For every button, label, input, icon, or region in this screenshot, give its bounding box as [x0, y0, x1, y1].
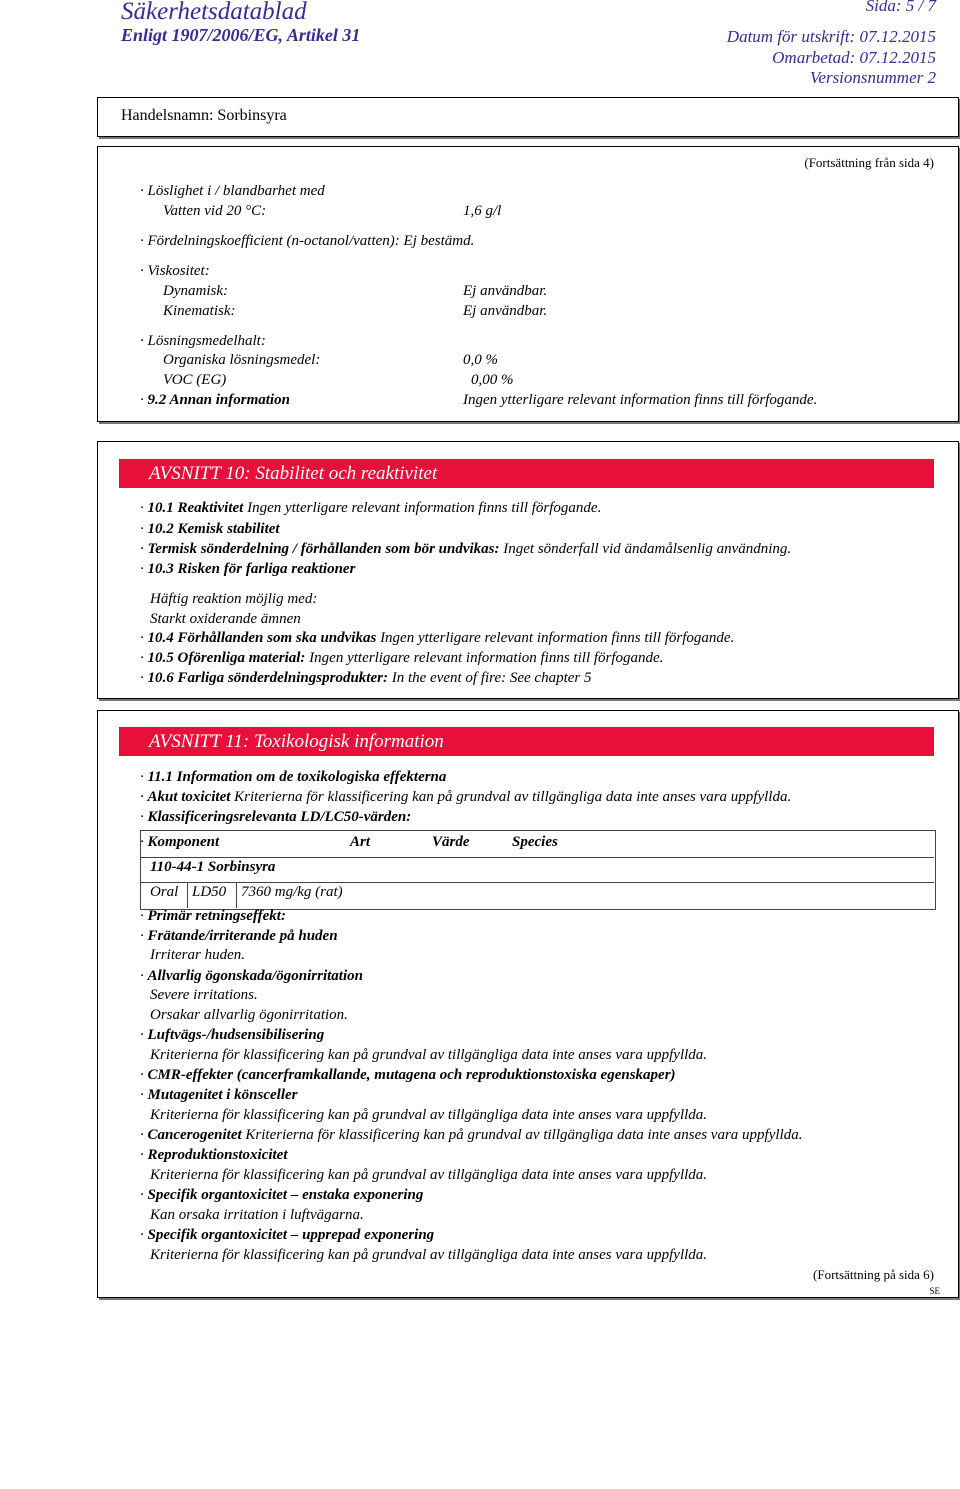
partition-value: Ej bestämd. — [403, 233, 475, 249]
sensitisation-value: Kriterierna för klassificering kan på grundval av tillgängliga data inte anses vara uppfyllda. — [150, 1047, 708, 1063]
cell-divider-2 — [236, 882, 237, 908]
incompatible-row: · 10.5 Oförenliga material: Ingen ytterligare relevant information finns till förfogande. — [140, 650, 664, 666]
decomposition-label: 10.6 Farliga sönderdelningsprodukter: — [147, 670, 388, 686]
sensitisation-row: · Luftvägs-/hudsensibilisering — [140, 1027, 325, 1043]
decomposition-value: In the event of fire: See chapter 5 — [391, 670, 592, 686]
continued-to: (Fortsättning på sida 6) — [813, 1267, 934, 1282]
cell-divider-1 — [187, 882, 188, 908]
conditions-avoid-row: · 10.4 Förhållanden som ska undvikas Ingen ytterligare relevant information finns till förfogande. — [140, 630, 735, 646]
col-component: Komponent — [147, 834, 220, 850]
stot-se-value: Kan orsaka irritation i luftvägarna. — [150, 1207, 364, 1223]
incompatible-value: Ingen ytterligare relevant information finns till förfogande. — [309, 650, 664, 666]
continued-from: (Fortsättning från sida 4) — [804, 155, 934, 170]
solvent-label: Lösningsmedelhalt: — [147, 333, 266, 349]
table-header-row: · Komponent — [140, 834, 220, 850]
stot-se-label: Specifik organtoxicitet – enstaka exponering — [147, 1187, 424, 1203]
mutagenicity-row: · Mutagenitet i könsceller — [140, 1087, 298, 1103]
eye-damage-value-2: Orsakar allvarlig ögonirritation. — [150, 1007, 348, 1023]
carcinogenicity-row: · Cancerogenitet Kriterierna för klassificering kan på grundval av tillgängliga data inte anses vara uppfyllda. — [140, 1127, 803, 1143]
tox-info-label: 11.1 Information om de toxikologiska effekterna — [147, 769, 447, 785]
ld-values-row: · Klassificeringsrelevanta LD/LC50-värden: — [140, 809, 412, 825]
version-number: Versionsnummer 2 — [809, 68, 936, 87]
eye-damage-value-1: Severe irritations. — [150, 987, 258, 1003]
acute-toxicity-row: · Akut toxicitet Kriterierna för klassificering kan på grundval av tillgängliga data inte anses vara uppfyllda. — [140, 789, 792, 805]
incompatible-label: 10.5 Oförenliga material: — [147, 650, 306, 666]
organic-label: Organiska lösningsmedel: — [163, 352, 321, 368]
solubility-row: · Löslighet i / blandbarhet med — [140, 183, 325, 199]
tox-info-row: · 11.1 Information om de toxikologiska effekterna — [140, 769, 447, 785]
voc-label: VOC (EG) — [163, 372, 227, 388]
revision-date: Omarbetad: 07.12.2015 — [772, 48, 936, 67]
stot-re-label: Specifik organtoxicitet – upprepad exponering — [147, 1227, 435, 1243]
skin-corrosion-value: Irriterar huden. — [150, 947, 245, 963]
primary-effect-row: · Primär retningseffekt: — [140, 908, 286, 924]
reactivity-value: Ingen ytterligare relevant information finns till förfogande. — [247, 500, 602, 516]
cell-route: Oral — [150, 884, 179, 900]
hazardous-reactions-label: 10.3 Risken för farliga reaktioner — [147, 561, 356, 577]
carcinogenicity-label: Cancerogenitet — [147, 1127, 242, 1143]
primary-effect-label: Primär retningseffekt: — [147, 908, 286, 924]
partition-label: Fördelningskoefficient (n-octanol/vatten): — [147, 233, 400, 249]
ld-values-label: Klassificeringsrelevanta LD/LC50-värden: — [147, 809, 412, 825]
dynamic-value: Ej användbar. — [463, 283, 548, 299]
skin-corrosion-label: Frätande/irriterande på huden — [147, 928, 338, 944]
stability-label: 10.2 Kemisk stabilitet — [147, 521, 280, 537]
mutagenicity-value: Kriterierna för klassificering kan på grundval av tillgängliga data inte anses vara uppfyllda. — [150, 1107, 708, 1123]
partition-row: · Fördelningskoefficient (n-octanol/vatten): Ej bestämd. — [140, 233, 475, 249]
water-value: 1,6 g/l — [463, 203, 502, 219]
cmr-label: CMR-effekter (cancerframkallande, mutagena och reproduktionstoxiska egenskaper) — [147, 1067, 676, 1083]
conditions-avoid-value: Ingen ytterligare relevant information finns till förfogande. — [380, 630, 735, 646]
decomposition-row: · 10.6 Farliga sönderdelningsprodukter: In the event of fire: See chapter 5 — [140, 670, 592, 686]
cell-type: LD50 — [192, 884, 227, 900]
table-divider — [140, 857, 934, 858]
page-number: Sida: 5 / 7 — [865, 0, 936, 15]
eye-damage-label: Allvarlig ögonskada/ögonirritation — [147, 968, 363, 984]
table-divider-2 — [140, 882, 934, 883]
trade-name: Handelsnamn: Sorbinsyra — [121, 107, 287, 124]
document-title: Säkerhetsdatablad — [121, 0, 307, 25]
eye-damage-row: · Allvarlig ögonskada/ögonirritation — [140, 968, 363, 984]
viscosity-row: · Viskositet: — [140, 263, 210, 279]
stot-se-row: · Specifik organtoxicitet – enstaka exponering — [140, 1187, 424, 1203]
mutagenicity-label: Mutagenitet i könsceller — [147, 1087, 298, 1103]
stot-re-row: · Specifik organtoxicitet – upprepad exponering — [140, 1227, 435, 1243]
reproductive-row: · Reproduktionstoxicitet — [140, 1147, 288, 1163]
conditions-avoid-label: 10.4 Förhållanden som ska undvikas — [147, 630, 377, 646]
thermal-label: Termisk sönderdelning / förhållanden som bör undvikas: — [147, 541, 500, 557]
kinematic-label: Kinematisk: — [163, 303, 236, 319]
reactivity-row: · 10.1 Reaktivitet Ingen ytterligare relevant information finns till förfogande. — [140, 500, 602, 516]
viscosity-label: Viskositet: — [147, 263, 210, 279]
oxidizing-text: Starkt oxiderande ämnen — [150, 611, 301, 627]
other-info-label: 9.2 Annan information — [147, 392, 290, 408]
col-species: Species — [512, 834, 558, 850]
hazardous-reactions-row: · 10.3 Risken för farliga reaktioner — [140, 561, 356, 577]
stot-re-value: Kriterierna för klassificering kan på grundval av tillgängliga data inte anses vara uppfyllda. — [150, 1247, 708, 1263]
solvent-row: · Lösningsmedelhalt: — [140, 333, 266, 349]
regulation-subtitle: Enligt 1907/2006/EG, Artikel 31 — [121, 25, 361, 45]
thermal-value: Inget sönderfall vid ändamålsenlig användning. — [503, 541, 792, 557]
dynamic-label: Dynamisk: — [163, 283, 228, 299]
country-code: SE — [929, 1286, 940, 1296]
section-11-title: AVSNITT 11: Toxikologisk information — [119, 727, 934, 756]
col-species-type: Art — [350, 834, 371, 850]
reproductive-label: Reproduktionstoxicitet — [147, 1147, 288, 1163]
organic-value: 0,0 % — [463, 352, 498, 368]
cmr-row: · CMR-effekter (cancerframkallande, mutagena och reproduktionstoxiska egenskaper) — [140, 1067, 676, 1083]
skin-corrosion-row: · Frätande/irriterande på huden — [140, 928, 338, 944]
acute-toxicity-value: Kriterierna för klassificering kan på grundval av tillgängliga data inte anses vara uppfyllda. — [234, 789, 792, 805]
violent-reaction-text: Häftig reaktion möjlig med: — [150, 591, 318, 607]
other-info-value: Ingen ytterligare relevant information finns till förfogande. — [463, 392, 818, 408]
cell-value: 7360 mg/kg (rat) — [241, 884, 343, 900]
kinematic-value: Ej användbar. — [463, 303, 548, 319]
reactivity-label: 10.1 Reaktivitet — [147, 500, 244, 516]
voc-value: 0,00 % — [471, 372, 514, 388]
carcinogenicity-value: Kriterierna för klassificering kan på grundval av tillgängliga data inte anses vara uppfyllda. — [245, 1127, 803, 1143]
stability-row: · 10.2 Kemisk stabilitet — [140, 521, 280, 537]
component-name: 110-44-1 Sorbinsyra — [150, 859, 276, 875]
solubility-label: Löslighet i / blandbarhet med — [147, 183, 325, 199]
thermal-row: · Termisk sönderdelning / förhållanden som bör undvikas: Inget sönderfall vid ändamålsenlig användning. — [140, 541, 792, 557]
water-label: Vatten vid 20 °C: — [163, 203, 267, 219]
other-info-row: · 9.2 Annan information — [140, 392, 290, 408]
sensitisation-label: Luftvägs-/hudsensibilisering — [147, 1027, 325, 1043]
section-10-title: AVSNITT 10: Stabilitet och reaktivitet — [119, 459, 934, 488]
print-date: Datum för utskrift: 07.12.2015 — [726, 27, 936, 46]
reproductive-value: Kriterierna för klassificering kan på grundval av tillgängliga data inte anses vara uppfyllda. — [150, 1167, 708, 1183]
col-value: Värde — [432, 834, 470, 850]
acute-toxicity-label: Akut toxicitet — [147, 789, 231, 805]
